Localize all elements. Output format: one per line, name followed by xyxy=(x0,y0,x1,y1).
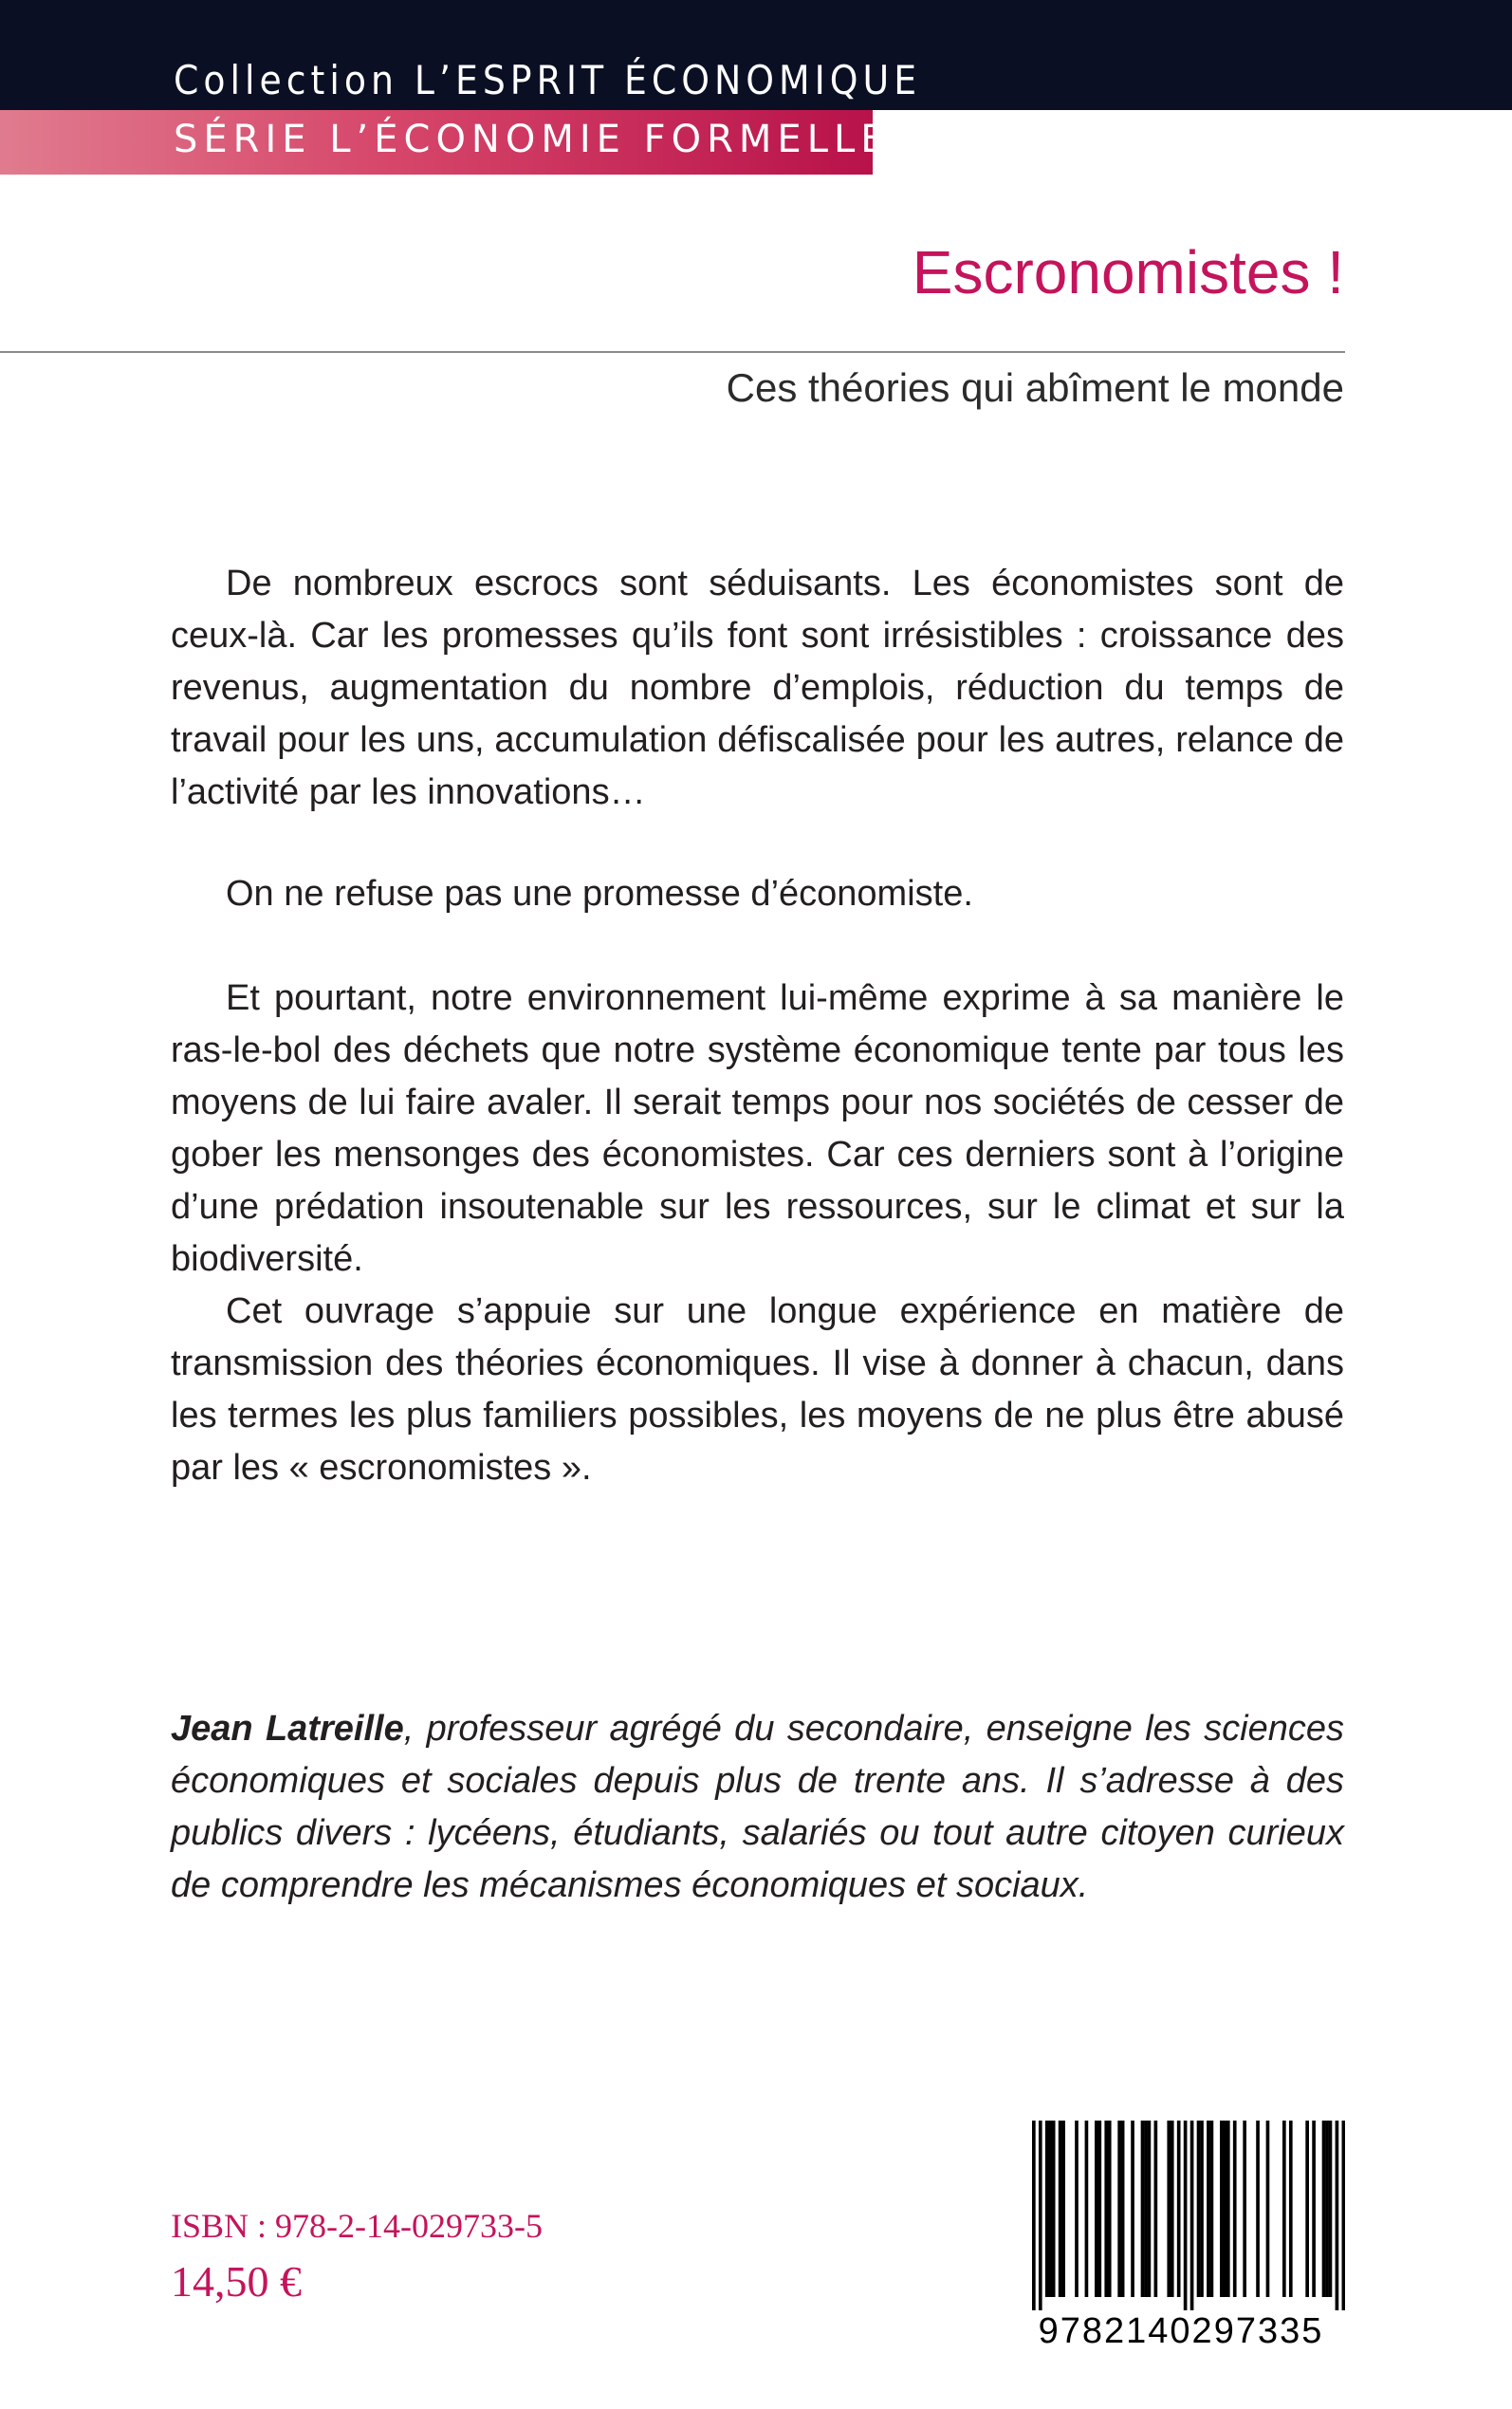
barcode-bar xyxy=(1061,2121,1065,2297)
author-bio xyxy=(171,1703,1344,1912)
barcode-bar xyxy=(1085,2121,1089,2297)
barcode-bar xyxy=(1171,2121,1174,2297)
barcode-bar xyxy=(1032,2121,1036,2310)
barcode-bar xyxy=(1144,2121,1148,2297)
barcode-bar xyxy=(1141,2121,1145,2297)
price-label: 14,50 € xyxy=(171,2257,302,2306)
title-divider xyxy=(0,351,1345,353)
barcode-bar xyxy=(1154,2121,1158,2297)
barcode-bar xyxy=(1104,2121,1108,2297)
blurb-paragraph-2 xyxy=(171,868,1344,920)
barcode-bar xyxy=(1177,2121,1181,2297)
barcode-bar xyxy=(1243,2121,1246,2297)
collection-label: Collection L’ESPRIT ÉCONOMIQUE xyxy=(174,57,922,103)
barcode-image xyxy=(1032,2121,1345,2329)
author-description: , professeur agrégé du secondaire, enseigne les sciences économiques et sociales depuis plus de trente ans. Il s’adresse à des publics divers : lycéens, étudiants, salariés ou tout autre citoyen curieux de comprendre les mécanismes économiques et sociaux. xyxy=(171,1709,1344,1905)
barcode-bar xyxy=(1289,2121,1293,2297)
author-name: Jean Latreille xyxy=(171,1709,404,1749)
barcode-bar xyxy=(1220,2121,1224,2297)
barcode-digits: 9782140297335 xyxy=(1038,2311,1324,2351)
barcode-bar xyxy=(1325,2121,1329,2297)
barcode-bar xyxy=(1059,2121,1062,2297)
blurb-paragraph-1 xyxy=(171,558,1344,819)
barcode-bar xyxy=(1075,2121,1079,2297)
barcode-bar xyxy=(1223,2121,1226,2297)
barcode-bar xyxy=(1117,2121,1121,2297)
barcode-bar xyxy=(1167,2121,1171,2297)
barcode-bar xyxy=(1052,2121,1056,2297)
barcode-bar xyxy=(1342,2121,1345,2310)
blurb-text-4: Cet ouvrage s’appuie sur une longue expérience en matière de transmission des théories économiques. Il vise à donner à chacun, dans les termes les plus familiers possibles, les moyens de ne plus être abusé par les « escronomistes ». xyxy=(171,1291,1344,1488)
barcode-bar xyxy=(1095,2121,1098,2297)
barcode-bar xyxy=(1148,2121,1152,2297)
blurb-text-2: On ne refuse pas une promesse d’économiste. xyxy=(226,874,973,914)
barcode-bar xyxy=(1210,2121,1214,2297)
barcode-bar xyxy=(1282,2121,1286,2297)
blurb-paragraph-3 xyxy=(171,973,1344,1286)
barcode-bar xyxy=(1121,2121,1125,2297)
barcode-bar xyxy=(1312,2121,1316,2297)
barcode-bars xyxy=(1032,2121,1345,2310)
barcode-bar xyxy=(1207,2121,1210,2297)
barcode-bar xyxy=(1097,2121,1101,2297)
blurb-text-1: De nombreux escrocs sont séduisants. Les économistes sont de ceux-là. Car les promesses qu’ils font sont irrésistibles : croissance des revenus, augmentation du nombre d’emplois, réduction du temps de travail pour les uns, accumulation défiscalisée pour les autres, relance de l’activité par les innovations… xyxy=(171,564,1344,812)
blurb-text-3: Et pourtant, notre environnement lui-même exprime à sa manière le ras-le-bol des déchets que notre système économique tente par tous les moyens de lui faire avaler. Il serait temps pour nos sociétés de cesser de gober les mensonges des économistes. Car ces derniers sont à l’origine d’une prédation insoutenable sur les ressources, sur le climat et sur la biodiversité. xyxy=(171,978,1344,1279)
series-label: SÉRIE L’ÉCONOMIE FORMELLE xyxy=(174,118,891,161)
barcode-bar xyxy=(1108,2121,1112,2297)
barcode-bar xyxy=(1226,2121,1230,2297)
barcode-bar xyxy=(1200,2121,1204,2297)
barcode-bar xyxy=(1256,2121,1260,2297)
barcode-bar xyxy=(1336,2121,1339,2310)
barcode-bar xyxy=(1131,2121,1134,2297)
barcode-bar xyxy=(1190,2121,1194,2310)
book-title: Escronomistes ! xyxy=(912,238,1344,306)
barcode-bar xyxy=(1184,2121,1188,2310)
blurb-paragraph-4 xyxy=(171,1286,1344,1494)
barcode-bar xyxy=(1266,2121,1270,2297)
barcode-bar xyxy=(1048,2121,1052,2297)
barcode-bar xyxy=(1329,2121,1333,2297)
book-subtitle: Ces théories qui abîment le monde xyxy=(726,365,1344,410)
barcode-bar xyxy=(1039,2121,1042,2310)
barcode-bar xyxy=(1197,2121,1201,2297)
isbn-label: ISBN : 978-2-14-029733-5 xyxy=(171,2207,543,2245)
barcode-bar xyxy=(1233,2121,1237,2297)
barcode-bar xyxy=(1322,2121,1326,2297)
barcode-bar xyxy=(1305,2121,1309,2297)
barcode-bar xyxy=(1045,2121,1049,2297)
